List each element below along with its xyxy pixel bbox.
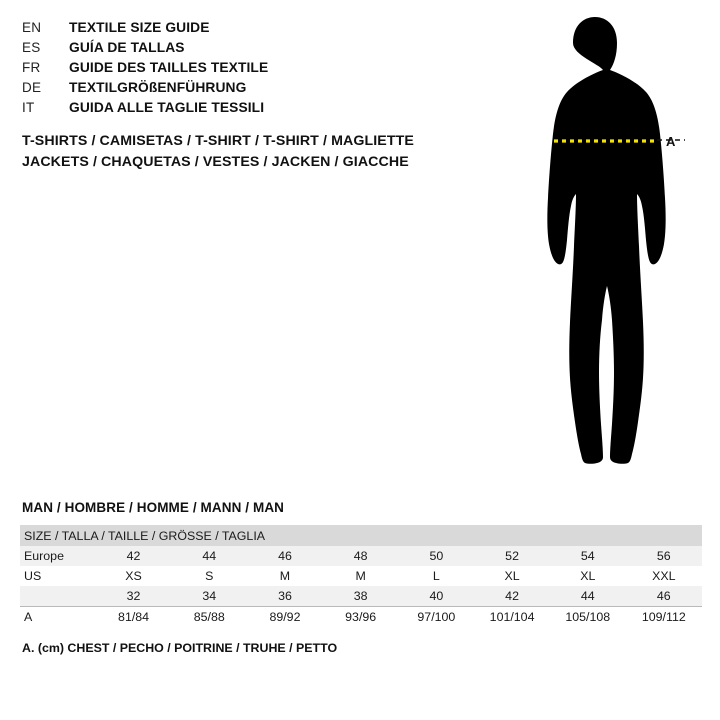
garment-line-tshirts: T-SHIRTS / CAMISETAS / T-SHIRT / T-SHIRT / MAGLIETTE — [22, 133, 414, 149]
garment-type-headings — [22, 131, 482, 173]
cell: 40 — [399, 586, 475, 607]
silhouette-svg — [470, 10, 710, 480]
cell: 34 — [171, 586, 247, 607]
male-silhouette-figure — [470, 10, 710, 480]
language-code: IT — [22, 100, 35, 115]
cell: 32 — [96, 586, 172, 607]
language-title: GUÍA DE TALLAS — [69, 40, 185, 55]
cell: 85/88 — [171, 607, 247, 628]
cell: 42 — [96, 546, 172, 566]
table-row — [20, 607, 702, 628]
size-table-section — [20, 500, 702, 655]
cell: 46 — [626, 586, 702, 607]
table-header-row — [20, 525, 702, 546]
cell: 44 — [171, 546, 247, 566]
cell: S — [171, 566, 247, 586]
cell: 56 — [626, 546, 702, 566]
cell: 36 — [247, 586, 323, 607]
language-title-list — [22, 18, 442, 118]
cell: 46 — [247, 546, 323, 566]
language-code: FR — [22, 60, 41, 75]
cell: 44 — [550, 586, 626, 607]
cell: XXL — [626, 566, 702, 586]
cell: 101/104 — [474, 607, 550, 628]
cell: 81/84 — [96, 607, 172, 628]
cell: 50 — [399, 546, 475, 566]
cell: XS — [96, 566, 172, 586]
cell: M — [323, 566, 399, 586]
table-row — [20, 546, 702, 566]
man-section-heading: MAN / HOMBRE / HOMME / MANN / MAN — [22, 500, 285, 515]
garment-line-jackets: JACKETS / CHAQUETAS / VESTES / JACKEN / GIACCHE — [22, 154, 409, 170]
cell: 105/108 — [550, 607, 626, 628]
cell: XL — [474, 566, 550, 586]
table-header-label: SIZE / TALLA / TAILLE / GRÖSSE / TAGLIA — [20, 525, 702, 546]
table-row — [20, 566, 702, 586]
language-title: TEXTILGRÖßENFÜHRUNG — [69, 80, 247, 95]
language-row — [22, 38, 442, 58]
language-title: TEXTILE SIZE GUIDE — [69, 20, 210, 35]
cell: 38 — [323, 586, 399, 607]
cell: L — [399, 566, 475, 586]
row-label: US — [20, 566, 96, 586]
size-table — [20, 525, 702, 627]
row-label: Europe — [20, 546, 96, 566]
cell: 54 — [550, 546, 626, 566]
language-title: GUIDE DES TAILLES TEXTILE — [69, 60, 269, 75]
cell: XL — [550, 566, 626, 586]
cell: 52 — [474, 546, 550, 566]
language-row — [22, 58, 442, 78]
cell: 109/112 — [626, 607, 702, 628]
cell: 48 — [323, 546, 399, 566]
language-code: EN — [22, 20, 42, 35]
cell: 93/96 — [323, 607, 399, 628]
cell: 89/92 — [247, 607, 323, 628]
cell: 42 — [474, 586, 550, 607]
row-label — [20, 586, 96, 607]
measure-label-a: A — [666, 134, 676, 149]
cell: 97/100 — [399, 607, 475, 628]
language-row — [22, 18, 442, 38]
language-row — [22, 98, 442, 118]
row-label: A — [20, 607, 96, 628]
table-row — [20, 586, 702, 607]
language-code: DE — [22, 80, 42, 95]
language-code: ES — [22, 40, 41, 55]
table-footnote: A. (cm) CHEST / PECHO / POITRINE / TRUHE / PETTO — [22, 641, 338, 655]
language-row — [22, 78, 442, 98]
language-title: GUIDA ALLE TAGLIE TESSILI — [69, 100, 265, 115]
cell: M — [247, 566, 323, 586]
body-shape — [547, 17, 665, 464]
